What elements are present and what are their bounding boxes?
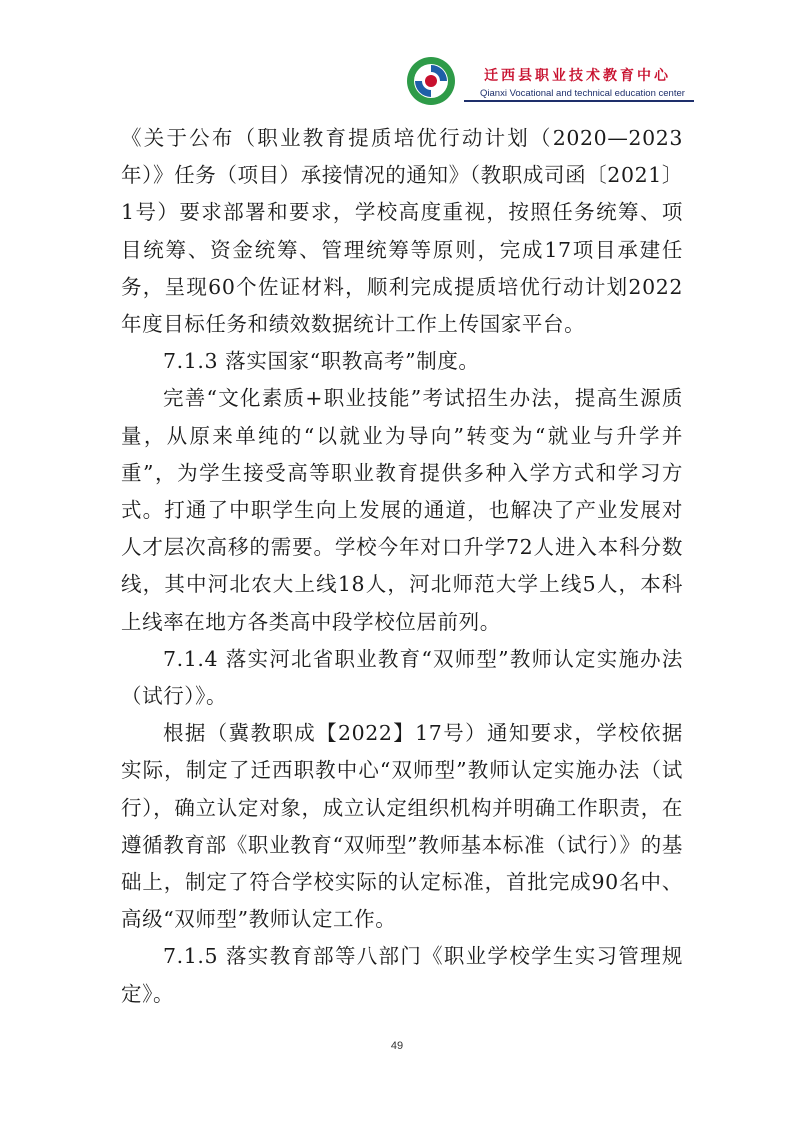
body-paragraph: 《关于公布（职业教育提质培优行动计划（2020—2023年）》任务（项目）承接情况的通知》（教职成司函〔2021〕1号）要求部署和要求，学校高度重视，按照任务统筹、项目统筹、资金统筹、管理统筹等原则，完成17项目承建任务，呈现60个佐证材料，顺利完成提质培优行动计划2022年度目标任务和绩效数据统计工作上传国家平台。 xyxy=(121,126,683,337)
body-paragraph: 根据（冀教职成【2022】17号）通知要求，学校依据实际，制定了迁西职教中心“双师型”教师认定实施办法（试行），确立认定对象，成立认定组织机构并明确工作职责，在遵循教育部《职业教育“双师型”教师基本标准（试行）》的基础上，制定了符合学校实际的认定标准，首批完成90名中、高级“双师型”教师认定工作。 xyxy=(121,721,683,932)
section-heading-7-1-3: 7.1.3 落实国家“职教高考”制度。 xyxy=(163,349,480,374)
header-divider xyxy=(464,100,694,102)
document-body xyxy=(121,120,683,1013)
section-heading-7-1-4: 7.1.4 落实河北省职业教育“双师型”教师认定实施办法（试行）》。 xyxy=(121,646,683,709)
page-header xyxy=(400,56,700,112)
school-logo-icon xyxy=(406,56,456,106)
org-name-en: Qianxi Vocational and technical education center xyxy=(480,88,685,99)
org-name-cn: 迁西县职业技术教育中心 xyxy=(484,68,671,84)
body-paragraph: 完善“文化素质+职业技能”考试招生办法，提高生源质量，从原来单纯的“以就业为导向”转变为“就业与升学并重”，为学生接受高等职业教育提供多种入学方式和学习方式。打通了中职学生向上发展的通道，也解决了产业发展对人才层次高移的需要。学校今年对口升学72人进入本科分数线，其中河北农大上线18人，河北师范大学上线5人，本科上线率在地方各类高中段学校位居前列。 xyxy=(121,386,683,634)
page-number: 49 xyxy=(390,1040,404,1052)
section-heading-7-1-5: 7.1.5 落实教育部等八部门《职业学校学生实习管理规定》。 xyxy=(121,944,683,1006)
